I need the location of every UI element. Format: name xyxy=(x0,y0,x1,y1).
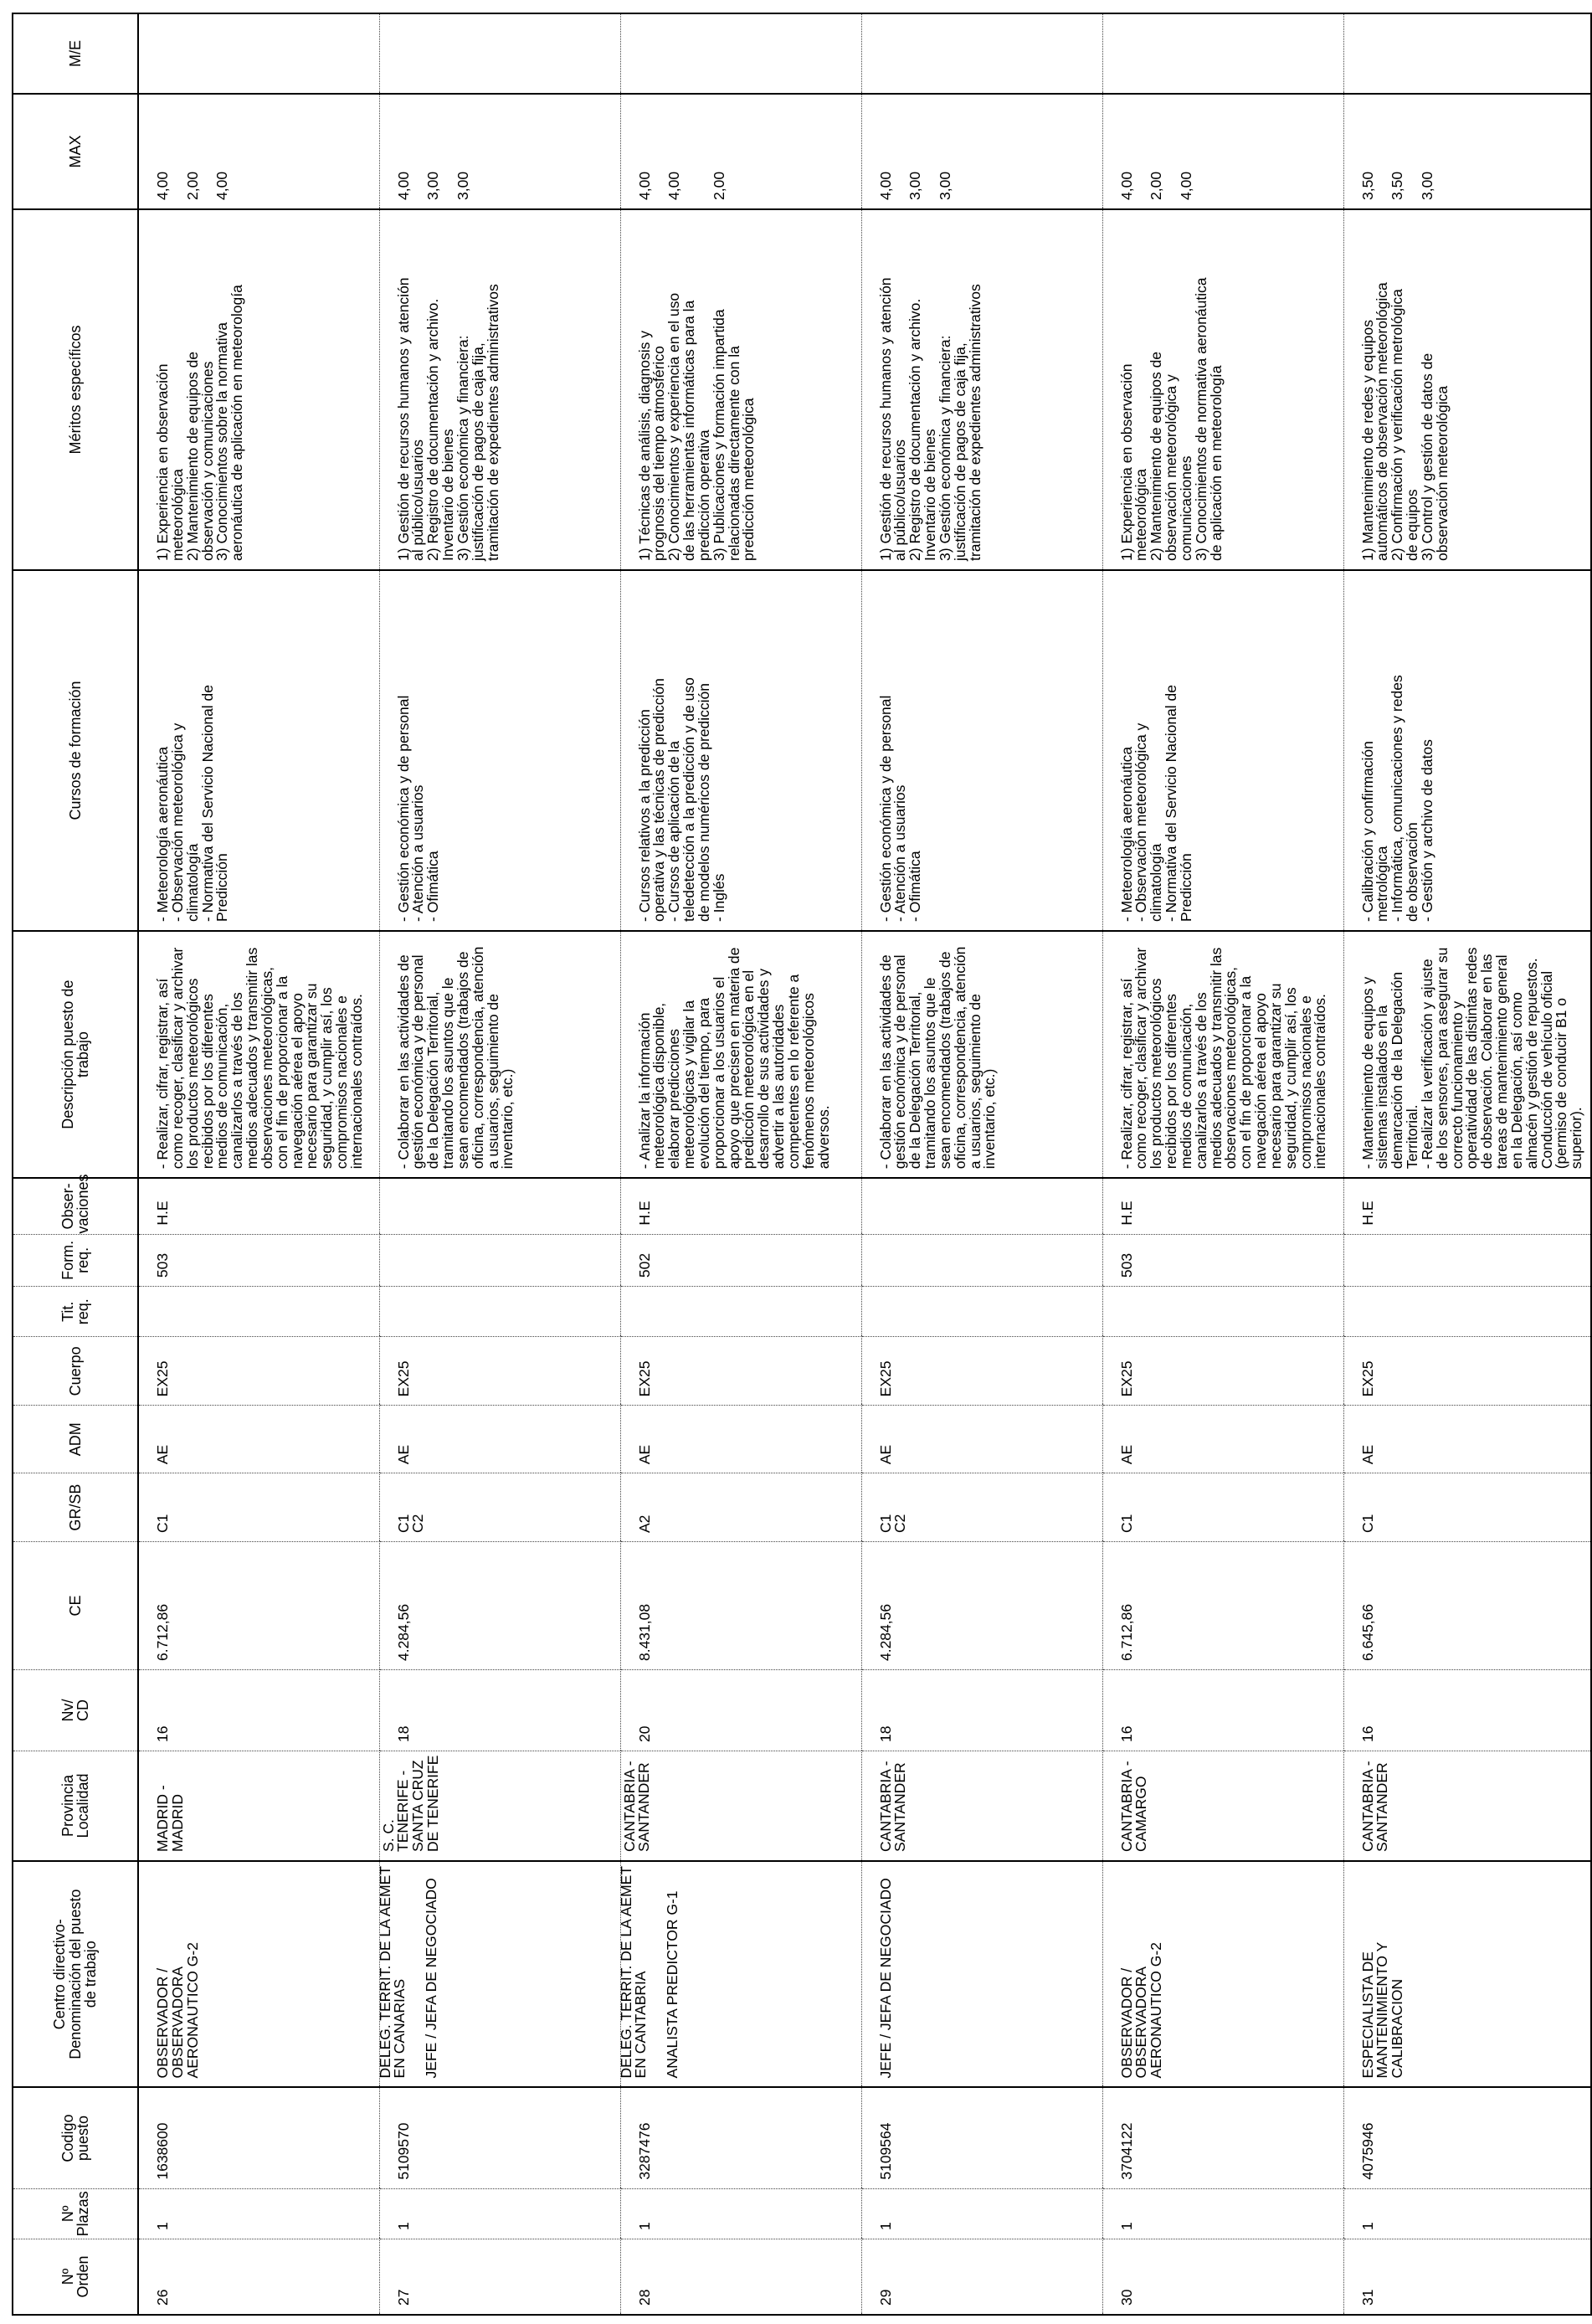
table-row xyxy=(1102,13,1343,2315)
cell-descripcion: - Analizar la información meteorológica disponible, elaborar predicciones meteorológicas y vigilar la evolución del tiempo, para proporcionar a los usuarios el apoyo que precisen en materia de predicción meteorológica en el desarrollo de sus actividades y advertir a las autoridades competentes en lo referente a fenómenos meteorológicos adversos. xyxy=(620,931,861,1178)
cell-codigo: 1638600 xyxy=(138,2087,379,2188)
cell-centro xyxy=(617,1861,861,2087)
cell-centro xyxy=(861,1861,1102,2087)
denominacion-text: JEFE / JEFA DE NEGOCIADO xyxy=(423,1878,440,2079)
cell-adm: AE xyxy=(1343,1406,1591,1473)
cell-me xyxy=(1343,13,1591,94)
cell-provincia: CANTABRIA - CAMARGO xyxy=(1102,1751,1343,1861)
cell-orden: 27 xyxy=(379,2239,620,2315)
cell-obs xyxy=(379,1178,620,1234)
header-centro xyxy=(13,1861,138,2087)
cell-plazas: 1 xyxy=(620,2188,861,2239)
cell-form xyxy=(861,1234,1102,1287)
cell-nivel: 16 xyxy=(138,1670,379,1751)
cell-meritos: 1) Mantenimiento de redes y equipos automáticos de observación meteorológica 2) Confirmación y verificación metrológica de equipos 3) Control y gestión de datos de observación meteorológica xyxy=(1343,209,1591,570)
header-cursos xyxy=(13,570,138,931)
header-provincia-label: Provincia Localidad xyxy=(59,1773,91,1838)
cell-orden: 28 xyxy=(620,2239,861,2315)
cell-grsb: C1 xyxy=(1343,1473,1591,1542)
cell-adm: AE xyxy=(620,1406,861,1473)
cell-nivel: 16 xyxy=(1343,1670,1591,1751)
header-form-label: Form. req. xyxy=(59,1240,91,1280)
cell-obs: H.E xyxy=(1102,1178,1343,1234)
cell-orden: 30 xyxy=(1102,2239,1343,2315)
header-provincia xyxy=(13,1751,138,1861)
cell-plazas: 1 xyxy=(861,2188,1102,2239)
cell-nivel: 18 xyxy=(861,1670,1102,1751)
header-plazas-label: Nº Plazas xyxy=(59,2191,91,2237)
cell-provincia: S. C. TENERIFE - SANTA CRUZ DE TENERIFE xyxy=(379,1751,620,1861)
cell-cuerpo: EX25 xyxy=(138,1337,379,1406)
header-max-label: MAX xyxy=(66,135,84,168)
cell-provincia: CANTABRIA - SANTANDER xyxy=(1343,1751,1591,1861)
header-ce-label: CE xyxy=(66,1595,84,1617)
cell-ce: 6.712,86 xyxy=(138,1542,379,1670)
cell-cursos: - Meteorología aeronáutica - Observación meteorológica y climatología - Normativa del Servicio Nacional de Predicción xyxy=(138,570,379,931)
cell-meritos: 1) Gestión de recursos humanos y atención al público/usuarios 2) Registro de documentación y archivo. Inventario de bienes 3) Gestión económica y financiera: justificación de pagos de caja fija, tramitación de expedientes administrativos xyxy=(379,209,620,570)
cell-obs: H.E xyxy=(620,1178,861,1234)
cell-ce: 4.284,56 xyxy=(861,1542,1102,1670)
cell-max: 3,50 3,50 3,00 xyxy=(1343,94,1591,209)
header-adm xyxy=(13,1406,138,1473)
cell-tit xyxy=(138,1287,379,1337)
cell-descripcion: - Realizar, cifrar, registrar, así como recoger, clasificar y archivar los productos meteorológicos recibidos por los diferentes medios de comunicación, canalizarlos a través de los medios adecuados y transmitir las observaciones meteorológicas, con el fin de proporcionar a la navegación aérea el apoyo necesario para garantizar su seguridad, y cumplir así, los compromisos nacionales e internacionales contraídos. xyxy=(1102,931,1343,1178)
denominacion-text: OBSERVADOR / OBSERVADORA AERONAUTICO G-2 xyxy=(1117,1942,1165,2079)
header-tit xyxy=(13,1287,138,1337)
cell-obs: H.E xyxy=(1343,1178,1591,1234)
header-tit-label: Tit. req. xyxy=(59,1298,91,1325)
cell-ce: 6.712,86 xyxy=(1102,1542,1343,1670)
cell-plazas: 1 xyxy=(1343,2188,1591,2239)
cell-codigo: 3704122 xyxy=(1102,2087,1343,2188)
cell-tit xyxy=(861,1287,1102,1337)
centro-directivo-text: DELEG. TERRIT. DE LA AEMET EN CANTABRIA xyxy=(617,1865,650,2079)
cell-tit xyxy=(1343,1287,1591,1337)
cell-centro xyxy=(138,1861,379,2087)
table-row xyxy=(620,13,861,2315)
cell-orden: 29 xyxy=(861,2239,1102,2315)
header-me xyxy=(13,13,138,94)
header-obs xyxy=(13,1174,138,1234)
cell-orden: 26 xyxy=(138,2239,379,2315)
header-nivel xyxy=(13,1670,138,1751)
denominacion-text: ESPECIALISTA DE MANTENIMIENTO Y CALIBRACION xyxy=(1358,1941,1406,2079)
cell-centro xyxy=(1343,1861,1591,2087)
cell-meritos: 1) Experiencia en observación meteorológica 2) Mantenimiento de equipos de observación y comunicaciones 3) Conocimientos sobre la normativa aeronáutica de aplicación en meteorología xyxy=(138,209,379,570)
cell-descripcion: - Mantenimiento de equipos y sistemas instalados en la demarcación de la Delegación Territorial. - Realizar la verificación y ajuste de los sensores, para asegurar su correcto funcionamiento y operatividad de las distintas redes de observación. Colaborar en las tareas de mantenimiento general en la Delegación, así como almacén y gestión de repuestos. Conducción de vehículo oficial (permiso de conducir B1 o superior). xyxy=(1343,931,1591,1178)
cell-nivel: 20 xyxy=(620,1670,861,1751)
cell-max: 4,00 2,00 4,00 xyxy=(138,94,379,209)
cell-me xyxy=(620,13,861,94)
centro-directivo-text: DELEG. TERRIT. DE LA AEMET EN CANARIAS xyxy=(376,1865,408,2079)
header-adm-label: ADM xyxy=(66,1422,84,1457)
cell-plazas: 1 xyxy=(379,2188,620,2239)
cell-grsb: C1 xyxy=(1102,1473,1343,1542)
cell-form xyxy=(379,1234,620,1287)
cell-provincia: CANTABRIA - SANTANDER xyxy=(620,1751,861,1861)
job-positions-table xyxy=(12,13,1592,2316)
cell-cursos: - Gestión económica y de personal - Atención a usuarios - Ofimática xyxy=(861,570,1102,931)
cell-plazas: 1 xyxy=(138,2188,379,2239)
cell-cursos: - Cursos relativos a la predicción operativa y las técnicas de predicción - Cursos de aplicación de la teledetección a la predicción y de uso de modelos numéricos de predicción - Inglés xyxy=(620,570,861,931)
cell-me xyxy=(379,13,620,94)
cell-me xyxy=(138,13,379,94)
cell-adm: AE xyxy=(138,1406,379,1473)
header-form xyxy=(13,1234,138,1287)
table-row xyxy=(138,13,379,2315)
header-codigo-label: Codigo puesto xyxy=(59,2114,91,2162)
cell-descripcion: - Realizar, cifrar, registrar, así como recoger, clasificar y archivar los productos meteorológicos recibidos por los diferentes medios de comunicación, canalizarlos a través de los medios adecuados y transmitir las observaciones meteorológicas, con el fin de proporcionar a la navegación aérea el apoyo necesario para garantizar su seguridad, y cumplir así, los compromisos nacionales e internacionales contraídos. xyxy=(138,931,379,1178)
cell-codigo: 3287476 xyxy=(620,2087,861,2188)
header-nivel-label: Nv/ CD xyxy=(59,1699,91,1722)
denominacion-text: JEFE / JEFA DE NEGOCIADO xyxy=(876,1878,894,2079)
header-grsb-label: GR/SB xyxy=(66,1483,84,1531)
cell-meritos: 1) Técnicas de análisis, diagnosis y prognosis del tiempo atmosférico 2) Conocimientos y experiencia en el uso de las herramientas informáticas para la predicción operativa 3) Publicaciones y formación impartida relacionadas directamente con la predicción meteorológica xyxy=(620,209,861,570)
cell-descripcion: - Colaborar en las actividades de gestión económica y de personal de la Delegación Territorial, tramitando los asuntos que le sean encomendados (trabajos de oficina, correspondencia, atención a usuarios, seguimiento de inventario, etc.) xyxy=(861,931,1102,1178)
cell-nivel: 16 xyxy=(1102,1670,1343,1751)
header-descripcion xyxy=(13,931,138,1178)
header-codigo xyxy=(13,2087,138,2188)
cell-ce: 4.284,56 xyxy=(379,1542,620,1670)
cell-max: 4,00 2,00 4,00 xyxy=(1102,94,1343,209)
cell-form: 503 xyxy=(138,1234,379,1287)
cell-ce: 8.431,08 xyxy=(620,1542,861,1670)
cell-cuerpo: EX25 xyxy=(1102,1337,1343,1406)
cell-ce: 6.645,66 xyxy=(1343,1542,1591,1670)
cell-grsb: C1 C2 xyxy=(861,1473,1102,1542)
header-ce xyxy=(13,1542,138,1670)
cell-adm: AE xyxy=(861,1406,1102,1473)
denominacion-text: OBSERVADOR / OBSERVADORA AERONAUTICO G-2 xyxy=(154,1942,201,2079)
cell-max: 4,00 3,00 3,00 xyxy=(861,94,1102,209)
header-max xyxy=(13,94,138,209)
cell-grsb: A2 xyxy=(620,1473,861,1542)
cell-plazas: 1 xyxy=(1102,2188,1343,2239)
cell-tit xyxy=(1102,1287,1343,1337)
table-row xyxy=(379,13,620,2315)
header-orden-label: Nº Orden xyxy=(59,2255,91,2298)
cell-cuerpo: EX25 xyxy=(620,1337,861,1406)
header-centro-label: Centro directivo- Denominación del puesto de trabajo xyxy=(51,1889,100,2059)
cell-centro xyxy=(376,1861,620,2087)
cell-provincia: CANTABRIA - SANTANDER xyxy=(861,1751,1102,1861)
cell-me xyxy=(1102,13,1343,94)
cell-cuerpo: EX25 xyxy=(379,1337,620,1406)
header-orden xyxy=(13,2239,138,2315)
cell-cuerpo: EX25 xyxy=(1343,1337,1591,1406)
cell-meritos: 1) Gestión de recursos humanos y atención al público/usuarios 2) Registro de documentación y archivo. Inventario de bienes 3) Gestión económica y financiera: justificación de pagos de caja fija, tramitación de expedientes administrativos xyxy=(861,209,1102,570)
cell-adm: AE xyxy=(379,1406,620,1473)
header-plazas xyxy=(13,2188,138,2239)
cell-descripcion: - Colaborar en las actividades de gestión económica y de personal de la Delegación Territorial, tramitando los asuntos que le sean encomendados (trabajos de oficina, correspondencia, atención a usuarios, seguimiento de inventario, etc.) xyxy=(379,931,620,1178)
cell-obs xyxy=(861,1178,1102,1234)
cell-codigo: 4075946 xyxy=(1343,2087,1591,2188)
cell-tit xyxy=(379,1287,620,1337)
cell-form: 503 xyxy=(1102,1234,1343,1287)
header-obs-label: Obser- vaciones xyxy=(59,1174,91,1234)
cell-adm: AE xyxy=(1102,1406,1343,1473)
header-me-label: M/E xyxy=(66,40,84,68)
cell-cursos: - Meteorología aeronáutica - Observación meteorológica y climatología - Normativa del Servicio Nacional de Predicción xyxy=(1102,570,1343,931)
cell-max: 4,00 4,00 2,00 xyxy=(620,94,861,209)
denominacion-text: ANALISTA PREDICTOR G-1 xyxy=(664,1890,681,2079)
header-cuerpo xyxy=(13,1337,138,1406)
cell-form xyxy=(1343,1234,1591,1287)
cell-cuerpo: EX25 xyxy=(861,1337,1102,1406)
cell-codigo: 5109570 xyxy=(379,2087,620,2188)
header-cuerpo-label: Cuerpo xyxy=(66,1346,84,1396)
cell-obs: H.E xyxy=(138,1178,379,1234)
cell-provincia: MADRID - MADRID xyxy=(138,1751,379,1861)
cell-orden: 31 xyxy=(1343,2239,1591,2315)
header-row xyxy=(13,13,138,2315)
cell-tit xyxy=(620,1287,861,1337)
header-meritos-label: Méritos específicos xyxy=(66,325,84,455)
cell-grsb: C1 C2 xyxy=(379,1473,620,1542)
header-cursos-label: Cursos de formación xyxy=(66,681,84,820)
cell-grsb: C1 xyxy=(138,1473,379,1542)
cell-meritos: 1) Experiencia en observación meteorológica 2) Mantenimiento de equipos de observación meteorológica y comunicaciones 3) Conocimientos de normativa aeronáutica de aplicación en meteorología xyxy=(1102,209,1343,570)
cell-form: 502 xyxy=(620,1234,861,1287)
cell-codigo: 5109564 xyxy=(861,2087,1102,2188)
cell-cursos: - Calibración y confirmación metrológica - Informática, comunicaciones y redes de observación - Gestión y archivo de datos xyxy=(1343,570,1591,931)
header-descripcion-label: Descripción puesto de trabajo xyxy=(59,979,91,1129)
table-row xyxy=(861,13,1102,2315)
cell-cursos: - Gestión económica y de personal - Atención a usuarios - Ofimática xyxy=(379,570,620,931)
cell-max: 4,00 3,00 3,00 xyxy=(379,94,620,209)
cell-centro xyxy=(1102,1861,1343,2087)
cell-me xyxy=(861,13,1102,94)
header-meritos xyxy=(13,209,138,570)
table-row xyxy=(1343,13,1591,2315)
header-grsb xyxy=(13,1473,138,1542)
cell-nivel: 18 xyxy=(379,1670,620,1751)
